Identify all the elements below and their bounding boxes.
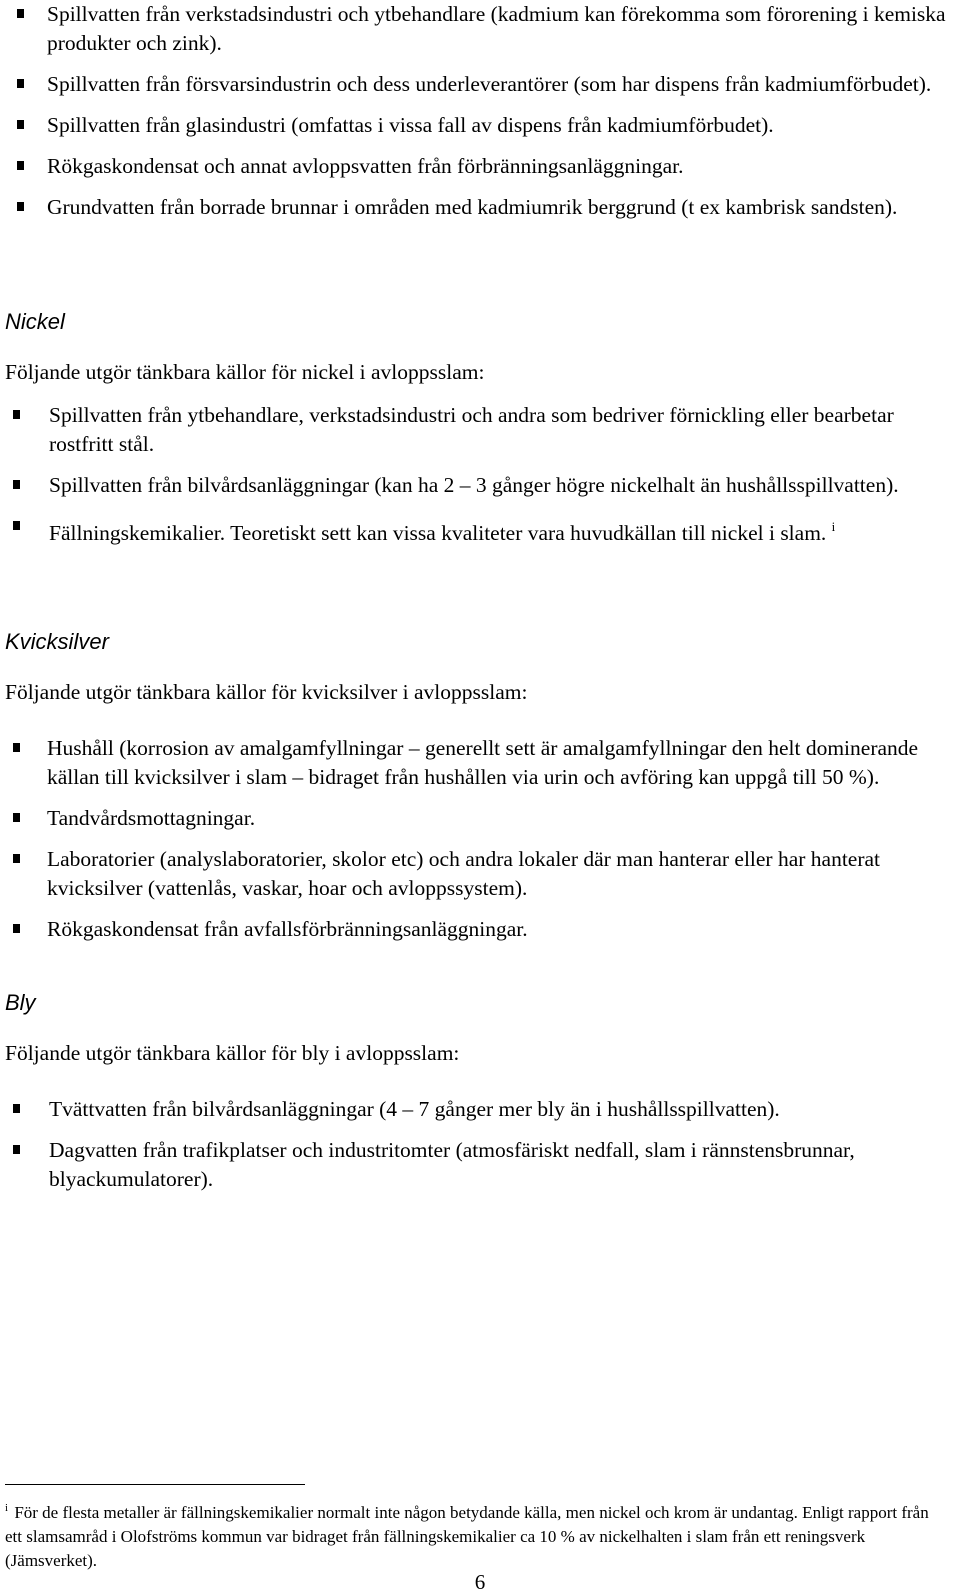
bullet-square-icon [13,480,20,489]
list-item: Tandvårdsmottagningar. [0,804,960,833]
nickel-sources-list [0,401,960,560]
section-intro-bly: Följande utgör tänkbara källor för bly i avloppsslam: [5,1041,460,1065]
bullet-square-icon [13,854,20,863]
list-item: Dagvatten från trafikplatser och industritomter (atmosfäriskt nedfall, slam i rännstensbrunnar, blyackumulatorer). [0,1136,960,1194]
mercury-sources-list [0,734,960,956]
bullet-square-icon [13,410,20,419]
footnote-marker: i [5,1502,9,1514]
lead-sources-list [0,1095,960,1206]
list-item: Grundvatten från borrade brunnar i områden med kadmiumrik berggrund (t ex kambrisk sandsten). [0,193,960,222]
list-item: Spillvatten från ytbehandlare, verkstadsindustri och andra som bedriver förnickling eller bearbetar rostfritt stål. [0,401,960,459]
list-item: Tvättvatten från bilvårdsanläggningar (4 – 7 gånger mer bly än i hushållsspillvatten). [0,1095,960,1124]
list-item: Laboratorier (analyslaboratorier, skolor etc) och andra lokaler där man hanterar eller har hanterat kvicksilver (vattenlås, vaskar, hoar och avloppssystem). [0,845,960,903]
list-item: Spillvatten från glasindustri (omfattas i vissa fall av dispens från kadmiumförbudet). [0,111,960,140]
footnote-separator [5,1484,305,1485]
section-intro-kvicksilver: Följande utgör tänkbara källor för kvicksilver i avloppsslam: [5,680,528,704]
list-item: Fällningskemikalier. Teoretiskt sett kan vissa kvaliteter vara huvudkällan till nickel i slam. $^i$ [0,512,960,548]
section-heading-bly: Bly [5,990,36,1015]
bullet-square-icon [13,924,20,933]
bullet-square-icon [17,79,24,88]
cadmium-sources-list [0,0,960,222]
bullet-square-icon [13,743,20,752]
section-intro-nickel: Följande utgör tänkbara källor för nickel i avloppsslam: [5,360,485,384]
list-item: Rökgaskondensat och annat avloppsvatten från förbränningsanläggningar. [0,152,960,181]
list-item: Rökgaskondensat från avfallsförbränningsanläggningar. [0,915,960,944]
bullet-square-icon [17,120,24,129]
list-item: Spillvatten från försvarsindustrin och dess underleverantörer (som har dispens från kadmiumförbudet). [0,70,960,99]
footnote-text: För de flesta metaller är fällningskemikalier normalt inte någon betydande källa, men nickel och krom är undantag. Enligt rapport från ett slamsamråd i Olofströms kommun var bidraget från fällningskemikalier ca 10 % av nickelhalten i slam från ett reningsverk (Jämsverket). [5,1503,929,1570]
bullet-square-icon [17,161,24,170]
list-item: Hushåll (korrosion av amalgamfyllningar – generellt sett är amalgamfyllningar den helt dominerande källan till kvicksilver i slam – bidraget från hushållen via urin och avföring kan uppgå till 50 %). [0,734,960,792]
bullet-square-icon [13,521,20,530]
section-heading-kvicksilver: Kvicksilver [5,629,109,654]
list-item: Spillvatten från verkstadsindustri och ytbehandlare (kadmium kan förekomma som förorening i kemiska produkter och zink). [0,0,960,58]
page-number: 6 [474,1570,486,1594]
bullet-square-icon [13,1104,20,1113]
footnote [5,1496,945,1573]
list-item: Spillvatten från bilvårdsanläggningar (kan ha 2 – 3 gånger högre nickelhalt än hushållsspillvatten). [0,471,960,500]
bullet-square-icon [13,1145,20,1154]
footnote-reference: i [831,519,836,534]
bullet-square-icon [17,202,24,211]
bullet-square-icon [17,9,24,18]
bullet-square-icon [13,813,20,822]
section-heading-nickel: Nickel [5,309,65,334]
